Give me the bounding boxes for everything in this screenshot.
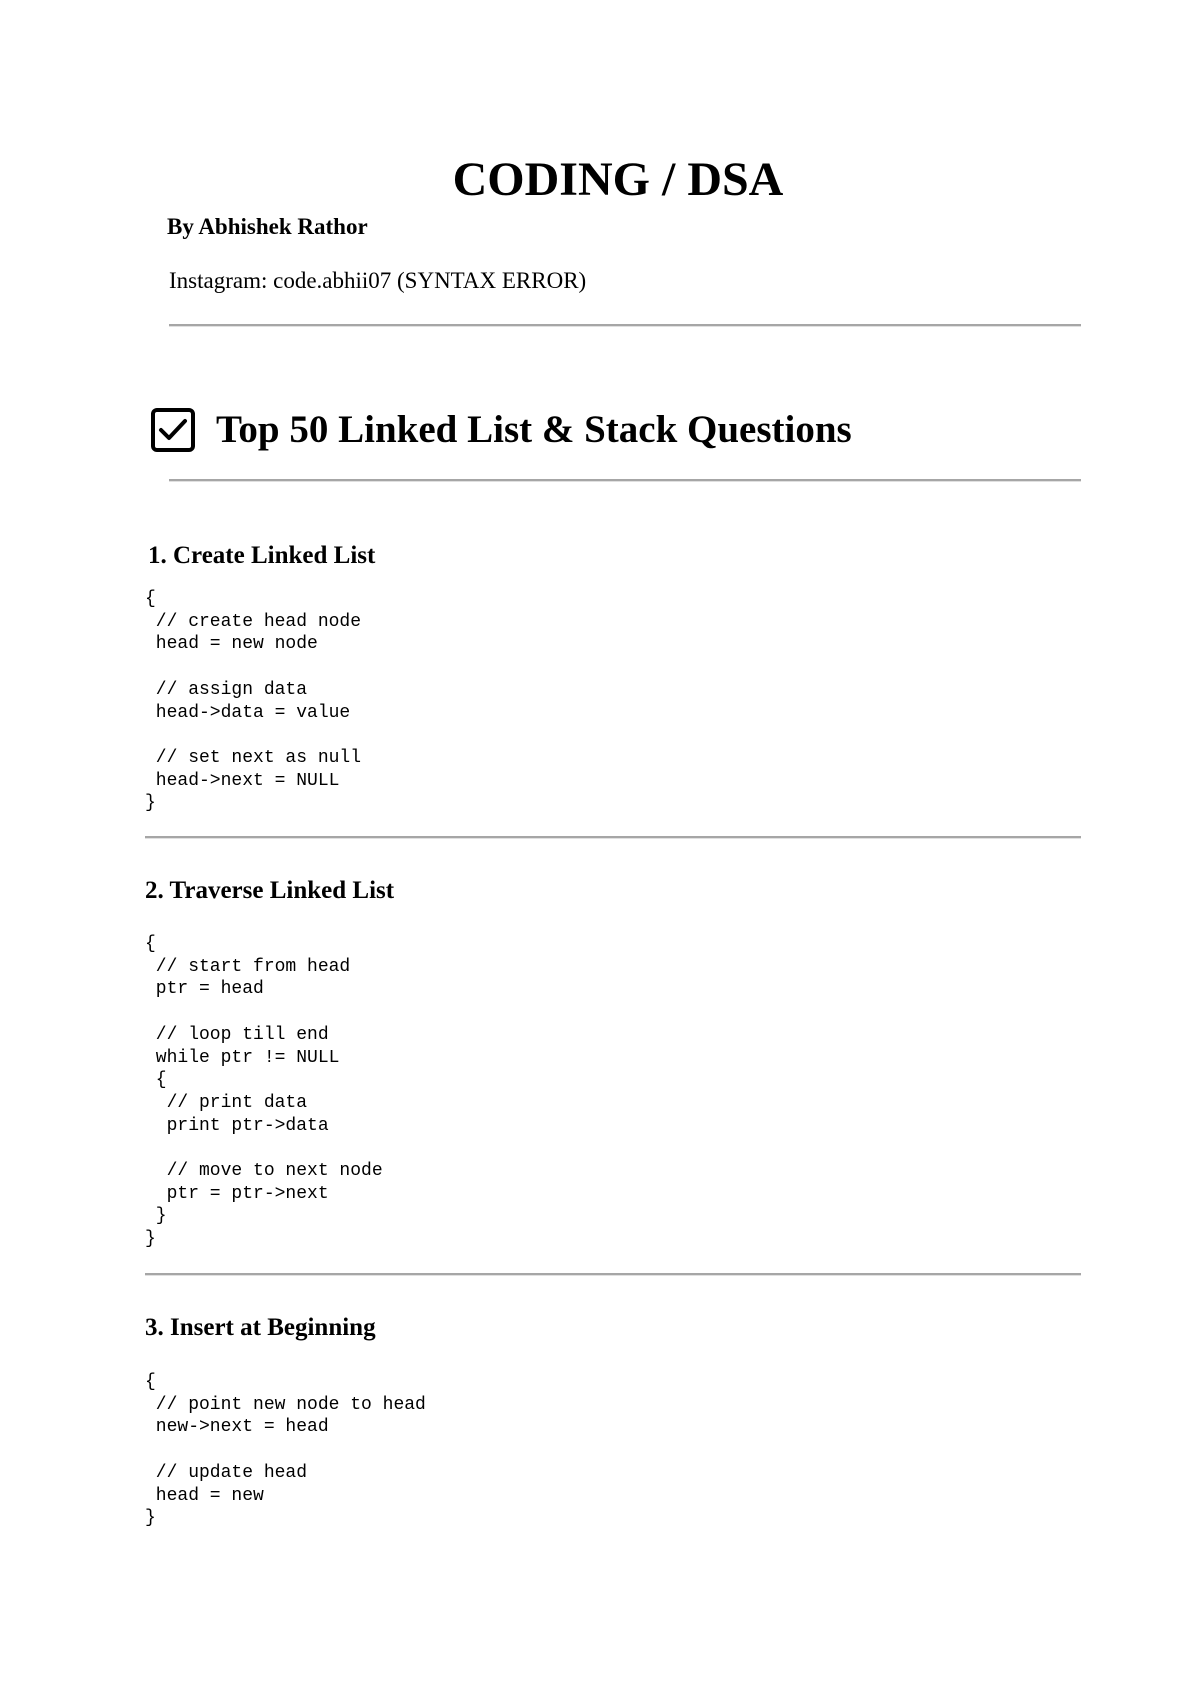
section-heading-label: Top 50 Linked List & Stack Questions [216,408,852,451]
question-title: 1. Create Linked List [148,542,376,569]
question-title: 3. Insert at Beginning [145,1314,376,1341]
code-block: { // point new node to head new->next = head // update head head = new } [145,1372,426,1529]
checkbox-checked-icon [150,407,196,453]
code-block: { // create head node head = new node // assign data head->data = value // set next as null head->next = NULL } [145,589,362,814]
question-title: 2. Traverse Linked List [145,877,395,904]
divider [145,836,1081,839]
divider [169,324,1081,327]
code-block: { // start from head ptr = head // loop till end while ptr != NULL { // print data print ptr->data // move to next node ptr = ptr->next } } [145,934,383,1250]
author-byline: By Abhishek Rathor [167,214,368,239]
divider [169,479,1081,482]
divider [145,1273,1081,1276]
section-heading [150,400,852,460]
document-title: CODING / DSA [452,153,784,206]
instagram-handle: Instagram: code.abhii07 (SYNTAX ERROR) [169,268,587,293]
